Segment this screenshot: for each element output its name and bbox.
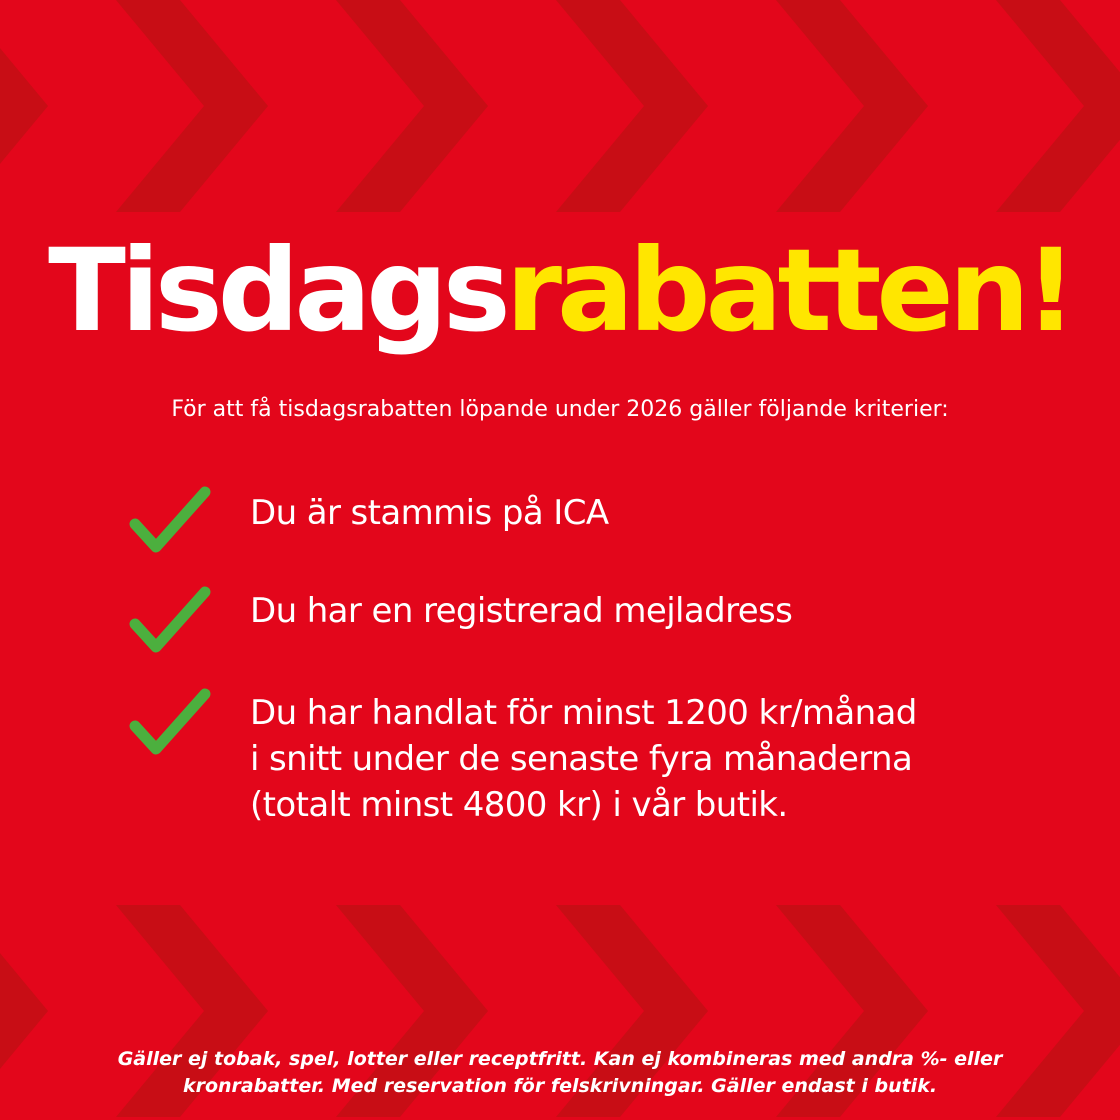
criterion-line: Du har en registrerad mejladress bbox=[250, 591, 793, 631]
check-icon bbox=[128, 484, 212, 556]
headline-white-part: Tisdags bbox=[48, 224, 506, 357]
criterion-text bbox=[250, 490, 1010, 536]
criterion-line: Du har handlat för minst 1200 kr/månad bbox=[250, 693, 917, 733]
disclaimer-line: kronrabatter. Med reservation för felskrivningar. Gäller endast i butik. bbox=[182, 1075, 938, 1097]
criterion-line: (totalt minst 4800 kr) i vår butik. bbox=[250, 785, 788, 825]
criterion-line: Du är stammis på ICA bbox=[250, 493, 609, 533]
disclaimer bbox=[60, 1046, 1060, 1100]
criterion-text bbox=[250, 588, 1010, 634]
criteria-intro: För att få tisdagsrabatten löpande under 2026 gäller följande kriterier: bbox=[171, 397, 949, 422]
criterion-line: i snitt under de senaste fyra månaderna bbox=[250, 739, 913, 779]
disclaimer-line: Gäller ej tobak, spel, lotter eller receptfritt. Kan ej kombineras med andra %- eller bbox=[117, 1048, 1003, 1070]
headline-yellow-part: rabatten! bbox=[505, 224, 1072, 357]
check-icon bbox=[128, 686, 212, 758]
criterion-text bbox=[250, 690, 1010, 828]
check-icon bbox=[128, 584, 212, 656]
